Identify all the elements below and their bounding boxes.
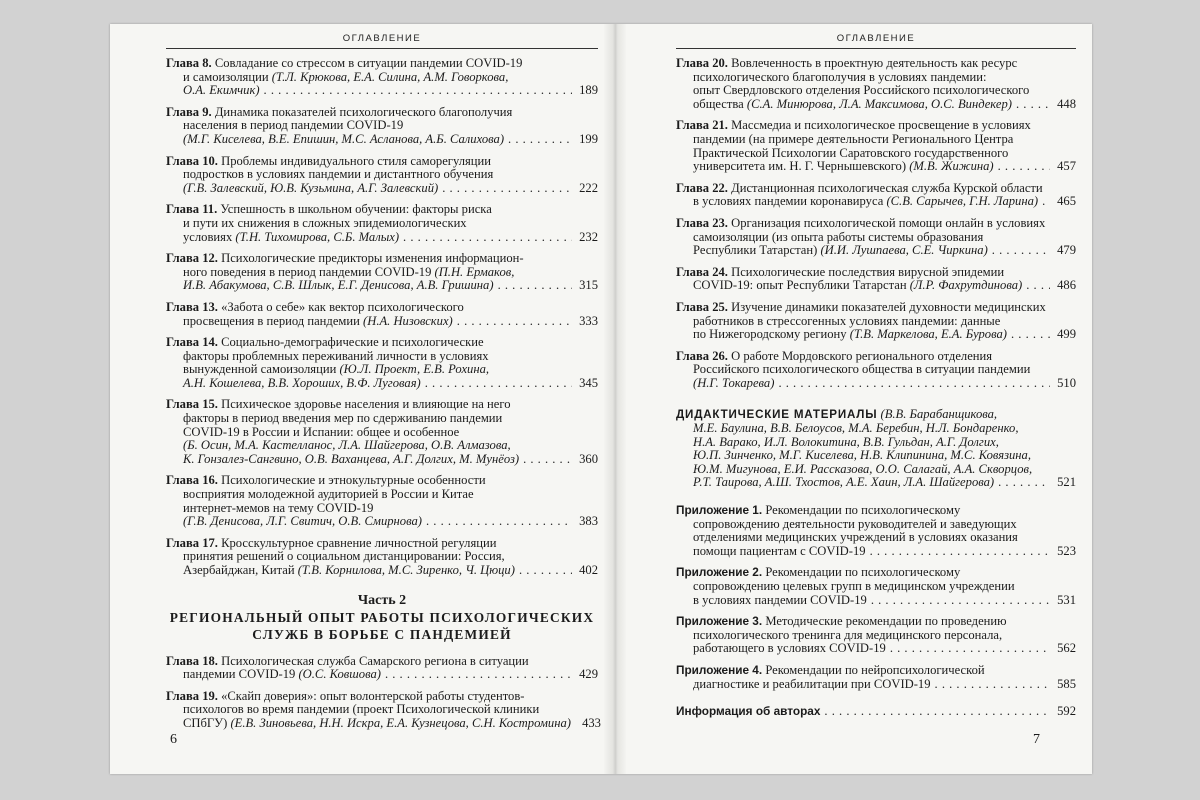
- toc-entry-line: психологов во время пандемии (проект Психологической клиники: [183, 702, 540, 717]
- toc-entry-last-text: Азербайджан, Китай (Т.В. Корнилова, М.С. Зиренко, Ч. Цюци): [183, 563, 515, 577]
- toc-page-number: 402: [579, 563, 598, 577]
- toc-entry-last-line: [676, 160, 1076, 174]
- toc-entry-label: Глава 18.: [166, 653, 218, 668]
- leader-dots: [998, 476, 1050, 490]
- toc-entry-first-line: [676, 350, 1076, 364]
- author-names: (Т.В. Маркелова, Е.А. Бурова): [849, 327, 1007, 342]
- toc-entry-title: Проблемы индивидуального стиля саморегуляции: [221, 153, 492, 168]
- toc-entry-label: Глава 15.: [166, 397, 218, 412]
- leader-dots: [998, 160, 1050, 174]
- toc-entry: [166, 398, 598, 466]
- author-names: (Л.Р. Фахрутдинова): [909, 278, 1023, 293]
- toc-entry-line: факторы в период введения мер по сдерживанию пандемии: [183, 411, 503, 426]
- toc-entry-label: Приложение 2.: [676, 565, 763, 580]
- toc-entry-label: Приложение 3.: [676, 614, 763, 629]
- toc-page-number: 429: [579, 667, 598, 682]
- author-names: (И.И. Лушпаева, С.Е. Чиркина): [820, 243, 988, 258]
- leader-dots: [498, 279, 572, 293]
- toc-entry-line: и самоизоляции (Т.Л. Крюкова, Е.А. Силина, А.М. Говоркова,: [183, 69, 509, 84]
- toc-page-number: 510: [1057, 375, 1076, 390]
- toc-entry-last-text: [183, 279, 494, 293]
- toc-page-number: 479: [1057, 243, 1076, 258]
- toc-entry-last-line: [166, 453, 598, 467]
- author-names: (Ю.Л. Проект, Е.В. Рохина,: [339, 362, 490, 377]
- toc-entry-first-line: [166, 474, 598, 488]
- book-gutter: [604, 24, 626, 774]
- toc-entry-label: Приложение 4.: [676, 662, 763, 677]
- toc-page-number: 383: [579, 514, 598, 529]
- toc-entry-first-line: [166, 252, 598, 266]
- toc-entry-last-line: [676, 377, 1076, 391]
- leader-dots: [1016, 98, 1050, 112]
- toc-entry-first-line: [166, 655, 598, 669]
- book-spread: [110, 24, 1092, 774]
- toc-entry-label: Глава 23.: [676, 215, 728, 230]
- toc-entry-line: пандемии (на примере деятельности Регионального Центра: [693, 131, 1014, 146]
- toc-entry-last-text: помощи пациентам с COVID-19: [693, 543, 866, 558]
- author-names: Р.Т. Таирова, А.Ш. Тхостов, А.Е. Хаин, Л.А. Шайгерова): [693, 475, 995, 490]
- toc-page-number: 433: [582, 715, 601, 730]
- toc-entry-label: Глава 10.: [166, 153, 218, 168]
- toc-entry-title: Рекомендации по психологическому: [765, 565, 961, 580]
- leader-dots: [264, 84, 572, 98]
- toc-entry-label: Глава 16.: [166, 473, 218, 488]
- author-names: А.Н. Кошелева, В.В. Хороших, В.Ф. Луговая): [183, 375, 421, 390]
- author-names: (Н.А. Низовских): [363, 313, 453, 328]
- leader-dots: [442, 182, 572, 196]
- toc-entry-title: Рекомендации по психологическому: [765, 503, 961, 518]
- author-names: Ю.П. Зинченко, М.Г. Киселева, Н.В. Клипинина, М.С. Ковязина,: [693, 448, 1031, 463]
- toc-entry: [166, 106, 598, 147]
- toc-entry-last-text: [183, 453, 519, 467]
- toc-entry-title: Успешность в школьном обучении: факторы риска: [220, 202, 492, 217]
- toc-entry-last-text: общества (С.А. Минюрова, Л.А. Максимова, О.С. Виндекер): [693, 96, 1012, 111]
- author-names: (О.С. Ковшова): [298, 667, 381, 682]
- toc-entry-line: психологического благополучия в условиях пандемии:: [693, 69, 987, 84]
- toc-entry-line: COVID-19 в России и Испании: общее и особенное: [183, 424, 460, 439]
- author-names: (Н.Г. Токарева): [693, 375, 775, 390]
- toc-entry-title: Психологические и этнокультурные особенности: [221, 473, 486, 488]
- toc-entry-last-line: [676, 98, 1076, 112]
- toc-entry-title: Вовлеченность в проектную деятельность как ресурс: [731, 56, 1018, 70]
- toc-entry-first-line: [676, 408, 1076, 422]
- toc-entry-last-text: СПбГУ) (Е.В. Зиновьева, Н.Н. Искра, Е.А. Кузнецова, С.Н. Костромина): [183, 715, 571, 730]
- toc-entry: [166, 252, 598, 293]
- left-page: [166, 24, 601, 774]
- toc-entry-last-text: университета им. Н. Г. Чернышевского) (М.В. Жижина): [693, 159, 994, 174]
- toc-entry: [166, 57, 598, 98]
- toc-entry-title: Организация психологической помощи онлайн в условиях: [731, 215, 1046, 230]
- author-names: (С.В. Сарычев, Г.Н. Ларина): [886, 194, 1039, 209]
- toc-entry-label: Приложение 1.: [676, 503, 763, 518]
- leader-dots: [1026, 279, 1050, 293]
- toc-entry: [676, 57, 1076, 111]
- leader-dots: [457, 315, 572, 329]
- toc-page-number: 585: [1057, 676, 1076, 691]
- toc-entry-label: Глава 17.: [166, 535, 218, 550]
- running-head-left: ОГЛАВЛЕНИЕ: [342, 33, 422, 44]
- toc-entry-line: Практической Психологии Саратовского государственного: [693, 145, 1009, 160]
- header-rule-right: [676, 48, 1076, 49]
- leader-dots: [426, 515, 572, 529]
- leader-dots: [992, 244, 1050, 258]
- part-subtitle-line2: СЛУЖБ В БОРЬБЕ С ПАНДЕМИЕЙ: [252, 626, 512, 642]
- toc-entry-last-line: [676, 705, 1076, 719]
- toc-page-number: 523: [1057, 543, 1076, 558]
- toc-entry-title: Динамика показателей психологического благополучия: [214, 104, 513, 119]
- toc-entry-line: Российского психологического общества в ситуации пандемии: [693, 362, 1031, 377]
- toc-entry-line: факторы проблемных переживаний личности в условиях: [183, 348, 489, 363]
- toc-page-number: 189: [579, 83, 598, 98]
- toc-entry-last-text: [183, 377, 421, 391]
- toc-entry-title: «Скайп доверия»: опыт волонтерской работы студентов-: [221, 688, 525, 703]
- author-names: М.Е. Баулина, В.В. Белоусов, М.А. Беребин, Н.Л. Бондаренко,: [693, 421, 1019, 436]
- toc-page-number: 592: [1057, 704, 1076, 719]
- section-title: ДИДАКТИЧЕСКИЕ МАТЕРИАЛЫ: [676, 408, 878, 422]
- toc-entry: [676, 566, 1076, 607]
- toc-entry-last-line: [676, 279, 1076, 293]
- toc-page-number: 345: [579, 375, 598, 390]
- toc-entry-title: Социально-демографические и психологические: [221, 335, 484, 350]
- toc-entry-line: отделениями медицинских учреждений в условиях оказания: [693, 530, 1018, 545]
- toc-entry-title: Дистанционная психологическая служба Курской области: [731, 180, 1043, 195]
- toc-entry-first-line: [676, 566, 1076, 580]
- author-names: (М.Г. Киселева, В.Е. Епишин, М.С. Асланова, А.Б. Салихова): [183, 131, 505, 146]
- toc-entry-last-text: [183, 515, 422, 529]
- leader-dots: [824, 705, 1050, 719]
- toc-entry: [166, 655, 598, 682]
- toc-entry-line: психологического тренинга для медицинского персонала,: [693, 627, 1003, 642]
- author-names: К. Гонзалез-Сангвино, О.В. Ваханцева, А.Г. Долгих, М. Мунёоз): [183, 451, 520, 466]
- toc-entry-line: [676, 463, 1076, 477]
- toc-entry-title: Рекомендации по нейропсихологической: [765, 662, 985, 677]
- toc-entry-line: [676, 449, 1076, 463]
- toc-entry-last-line: [676, 328, 1076, 342]
- toc-entry-line: сопровождению целевых групп в медицинском учреждении: [693, 579, 1015, 593]
- author-names: (Г.В. Залевский, Ю.В. Кузьмина, А.Г. Залевский): [183, 180, 439, 195]
- toc-entry-first-line: [676, 217, 1076, 231]
- toc-entry-last-text: [183, 84, 260, 98]
- toc-entry-last-line: [166, 377, 598, 391]
- toc-entry: [166, 203, 598, 244]
- toc-entry-label: Глава 12.: [166, 251, 218, 266]
- toc-entry-line: работников в стрессогенных условиях пандемии: данные: [693, 313, 1001, 328]
- toc-entry-last-line: [676, 642, 1076, 656]
- page-number-left: 6: [170, 732, 177, 747]
- toc-entry-last-text: пандемии COVID-19 (О.С. Ковшова): [183, 667, 381, 682]
- didactic-materials-entry: [676, 408, 1076, 490]
- toc-entry-title: Методические рекомендации по проведению: [765, 614, 1007, 629]
- leader-dots: [870, 545, 1050, 559]
- toc-page-number: 499: [1057, 327, 1076, 342]
- leader-dots: [403, 231, 572, 245]
- toc-entry-title: О работе Мордовского регионального отделения: [731, 348, 993, 363]
- toc-entry-last-text: Республики Татарстан) (И.И. Лушпаева, С.Е. Чиркина): [693, 243, 988, 258]
- leader-dots: [508, 133, 572, 147]
- toc-page-number: 315: [579, 278, 598, 293]
- leader-dots: [778, 377, 1050, 391]
- toc-entry-line: интернет-мемов на тему COVID-19: [183, 500, 374, 515]
- toc-right: [676, 57, 1076, 727]
- toc-entry-last-line: [166, 315, 598, 329]
- leader-dots: [935, 678, 1050, 692]
- toc-entry-line: ного поведения в период пандемии COVID-19 (П.Н. Ермаков,: [183, 264, 515, 279]
- toc-entry-line: подростков в условиях пандемии и дистантного обучения: [183, 167, 494, 182]
- toc-entry-line: [166, 439, 598, 453]
- leader-dots: [523, 453, 572, 467]
- author-names: (С.А. Минюрова, Л.А. Максимова, О.С. Виндекер): [746, 96, 1012, 111]
- toc-entry-label: Глава 21.: [676, 118, 728, 133]
- toc-entry-last-line: [166, 564, 598, 578]
- toc-entry-first-line: [166, 203, 598, 217]
- author-names: Ю.М. Мигунова, Е.И. Рассказова, О.О. Салагай, А.А. Скворцов,: [693, 461, 1033, 476]
- toc-entry-label: Глава 9.: [166, 104, 212, 119]
- toc-entry: [676, 504, 1076, 558]
- toc-entry-line: населения в период пандемии COVID-19: [183, 118, 404, 133]
- toc-page-number: 486: [1057, 278, 1076, 293]
- toc-entry-title: Психологические последствия вирусной эпидемии: [731, 264, 1005, 279]
- toc-entry-first-line: [676, 301, 1076, 315]
- toc-page-number: 448: [1057, 96, 1076, 111]
- toc-entry-first-line: [676, 182, 1076, 196]
- toc-entry-label: Глава 8.: [166, 56, 212, 70]
- toc-entry-line: восприятия молодежной аудиторией в России и Китае: [183, 487, 474, 502]
- toc-page-number: 457: [1057, 159, 1076, 174]
- toc-entry-last-line: [166, 279, 598, 293]
- toc-entry-label: Глава 24.: [676, 264, 728, 279]
- toc-entry-first-line: [166, 398, 598, 412]
- author-names: Н.А. Варако, И.Л. Волокитина, В.В. Гульдан, А.Г. Долгих,: [693, 434, 999, 449]
- authors-entry: [676, 705, 1076, 719]
- author-names: (Т.Н. Тихомирова, С.Б. Малых): [235, 229, 400, 244]
- toc-entry-label: Глава 20.: [676, 56, 728, 70]
- toc-entry-last-text: просвещения в период пандемии (Н.А. Низовских): [183, 313, 453, 328]
- toc-entry-line: [676, 436, 1076, 450]
- toc-entry-first-line: [166, 537, 598, 551]
- toc-entry-first-line: [166, 301, 598, 315]
- toc-entry-title: Изучение динамики показателей духовности медицинских: [731, 299, 1046, 314]
- toc-entry-last-text: [183, 133, 504, 147]
- toc-entry-line: принятия решений о социальном дистанцировании: Россия,: [183, 549, 505, 564]
- author-names: И.В. Абакумова, С.В. Шлык, Е.Г. Денисова, А.В. Гришина): [183, 278, 494, 293]
- toc-page-number: 562: [1057, 641, 1076, 656]
- toc-entry: [676, 266, 1076, 293]
- leader-dots: [1011, 328, 1050, 342]
- running-head-right: ОГЛАВЛЕНИЕ: [836, 33, 916, 44]
- author-names: (Г.В. Денисова, Л.Г. Свитич, О.В. Смирнова): [183, 514, 422, 529]
- toc-entry-label: Глава 26.: [676, 348, 728, 363]
- toc-entry-last-text: [183, 182, 438, 196]
- toc-entry: [676, 615, 1076, 656]
- toc-entry-last-text: диагностике и реабилитации при COVID-19: [693, 676, 931, 691]
- toc-page-number: 521: [1057, 475, 1076, 490]
- toc-entry-last-line: [676, 678, 1076, 692]
- part-heading: [166, 592, 598, 643]
- right-page: [676, 24, 1076, 774]
- leader-dots: [425, 377, 572, 391]
- toc-page-number: 232: [579, 229, 598, 244]
- toc-entry-last-line: [166, 84, 598, 98]
- toc-entry-line: и пути их снижения в сложных эпидемиологических: [183, 215, 467, 230]
- toc-entry-title: Психическое здоровье населения и влияющие на него: [221, 397, 511, 412]
- toc-entry-last-text: в условиях пандемии COVID-19: [693, 592, 867, 607]
- toc-entry-last-text: в условиях пандемии коронавируса (С.В. Сарычев, Г.Н. Ларина): [693, 194, 1039, 209]
- toc-entry-line: опыт Свердловского отделения Российского психологического: [693, 83, 1030, 98]
- toc-entry-last-line: [676, 476, 1076, 490]
- toc-entry: [676, 664, 1076, 691]
- leader-dots: [890, 642, 1050, 656]
- toc-entry-last-line: [166, 231, 598, 245]
- toc-entry-first-line: [676, 266, 1076, 280]
- toc-entry-title: Совладание со стрессом в ситуации пандемии COVID-19: [214, 56, 523, 70]
- toc-entry-last-text: [693, 377, 774, 391]
- toc-entry-first-line: [166, 336, 598, 350]
- toc-left: [166, 56, 601, 739]
- toc-entry-last-text: работающего в условиях COVID-19: [693, 641, 886, 656]
- toc-entry: [166, 336, 598, 390]
- author-names: (Б. Осин, М.А. Кастелланос, Л.А. Шайгерова, О.В. Алмазова,: [183, 438, 511, 453]
- toc-page-number: 360: [579, 451, 598, 466]
- toc-entry-line: самоизоляции (из опыта работы системы образования: [693, 229, 984, 244]
- header-rule-left: [166, 48, 598, 49]
- author-names: (М.В. Жижина): [909, 159, 994, 174]
- author-names: (Т.Л. Крюкова, Е.А. Силина, А.М. Говоркова,: [271, 69, 509, 84]
- toc-entry-last-line: [676, 545, 1076, 559]
- toc-entry-title: Массмедиа и психологическое просвещение в условиях: [731, 118, 1031, 133]
- toc-entry-label: Глава 19.: [166, 688, 218, 703]
- toc-entry-label: Глава 11.: [166, 202, 218, 217]
- toc-entry: [676, 217, 1076, 258]
- toc-entry-first-line: [676, 615, 1076, 629]
- toc-entry: [676, 182, 1076, 209]
- toc-entry-line: вынужденной самоизоляции (Ю.Л. Проект, Е.В. Рохина,: [183, 362, 490, 377]
- toc-page-number: 222: [579, 180, 598, 195]
- leader-dots: [1042, 195, 1050, 209]
- toc-entry-first-line: [676, 504, 1076, 518]
- toc-entry-first-line: [166, 57, 598, 71]
- leader-dots: [871, 594, 1050, 608]
- toc-entry: [166, 301, 598, 328]
- author-names: (Е.В. Зиновьева, Н.Н. Искра, Е.А. Кузнецова, С.Н. Костромина): [230, 715, 571, 730]
- toc-entry: [166, 155, 598, 196]
- toc-entry: [166, 688, 601, 731]
- toc-entry: [676, 301, 1076, 342]
- author-names: (П.Н. Ермаков,: [434, 264, 515, 279]
- toc-entry-first-line: [676, 57, 1076, 71]
- page-number-right: 7: [1033, 732, 1040, 747]
- toc-entry-line: [676, 422, 1076, 436]
- author-names: (Т.В. Корнилова, М.С. Зиренко, Ч. Цюци): [297, 563, 515, 577]
- toc-entry-first-line: [166, 155, 598, 169]
- toc-entry-label: Глава 14.: [166, 335, 218, 350]
- toc-entry-first-line: [166, 106, 598, 120]
- toc-entry-last-text: условиях (Т.Н. Тихомирова, С.Б. Малых): [183, 229, 400, 244]
- toc-page-number: 199: [579, 131, 598, 146]
- toc-entry-title: Психологическая служба Самарского региона в ситуации: [221, 653, 529, 668]
- toc-entry-last-line: [166, 182, 598, 196]
- toc-entry: [166, 537, 598, 578]
- toc-entry-last-line: [166, 515, 598, 529]
- toc-entry: [676, 119, 1076, 173]
- toc-page-number: 531: [1057, 592, 1076, 607]
- toc-entry: [676, 350, 1076, 391]
- leader-dots: [385, 668, 572, 682]
- toc-entry-last-line: [676, 195, 1076, 209]
- toc-entry-last-text: по Нижегородскому региону (Т.В. Маркелова, Е.А. Бурова): [693, 327, 1007, 342]
- authors-label: Информация об авторах: [676, 704, 821, 719]
- toc-entry-first-line: [676, 664, 1076, 678]
- toc-entry-last-line: [676, 594, 1076, 608]
- toc-entry-title: Кросскультурное сравнение личностной регуляции: [221, 535, 497, 550]
- author-names: О.А. Екимчик): [183, 83, 260, 98]
- toc-entry: [166, 474, 598, 528]
- toc-entry-last-line: [676, 244, 1076, 258]
- part-title: Часть 2: [357, 592, 407, 608]
- part-subtitle-line1: РЕГИОНАЛЬНЫЙ ОПЫТ РАБОТЫ ПСИХОЛОГИЧЕСКИХ: [169, 609, 595, 625]
- toc-entry-last-line: [166, 715, 601, 731]
- toc-entry-last-text: COVID-19: опыт Республики Татарстан (Л.Р. Фахрутдинова): [693, 278, 1023, 293]
- toc-entry-title: Психологические предикторы изменения информацион-: [221, 251, 524, 266]
- toc-entry-label: Глава 22.: [676, 180, 728, 195]
- leader-dots: [519, 564, 572, 578]
- toc-entry-last-text: [693, 476, 994, 490]
- toc-entry-last-line: [166, 668, 598, 682]
- toc-entry-first-line: [676, 119, 1076, 133]
- toc-page-number: 333: [579, 313, 598, 328]
- toc-entry-last-line: [166, 133, 598, 147]
- toc-entry-first-line: [166, 690, 598, 704]
- author-names: (В.В. Барабанщикова,: [880, 407, 998, 422]
- toc-entry-label: Глава 13.: [166, 299, 218, 314]
- toc-page-number: 465: [1057, 194, 1076, 209]
- toc-entry-line: сопровождению деятельности руководителей и заведующих: [693, 516, 1017, 531]
- toc-entry-title: «Забота о себе» как вектор психологического: [221, 299, 464, 314]
- toc-entry-label: Глава 25.: [676, 299, 728, 314]
